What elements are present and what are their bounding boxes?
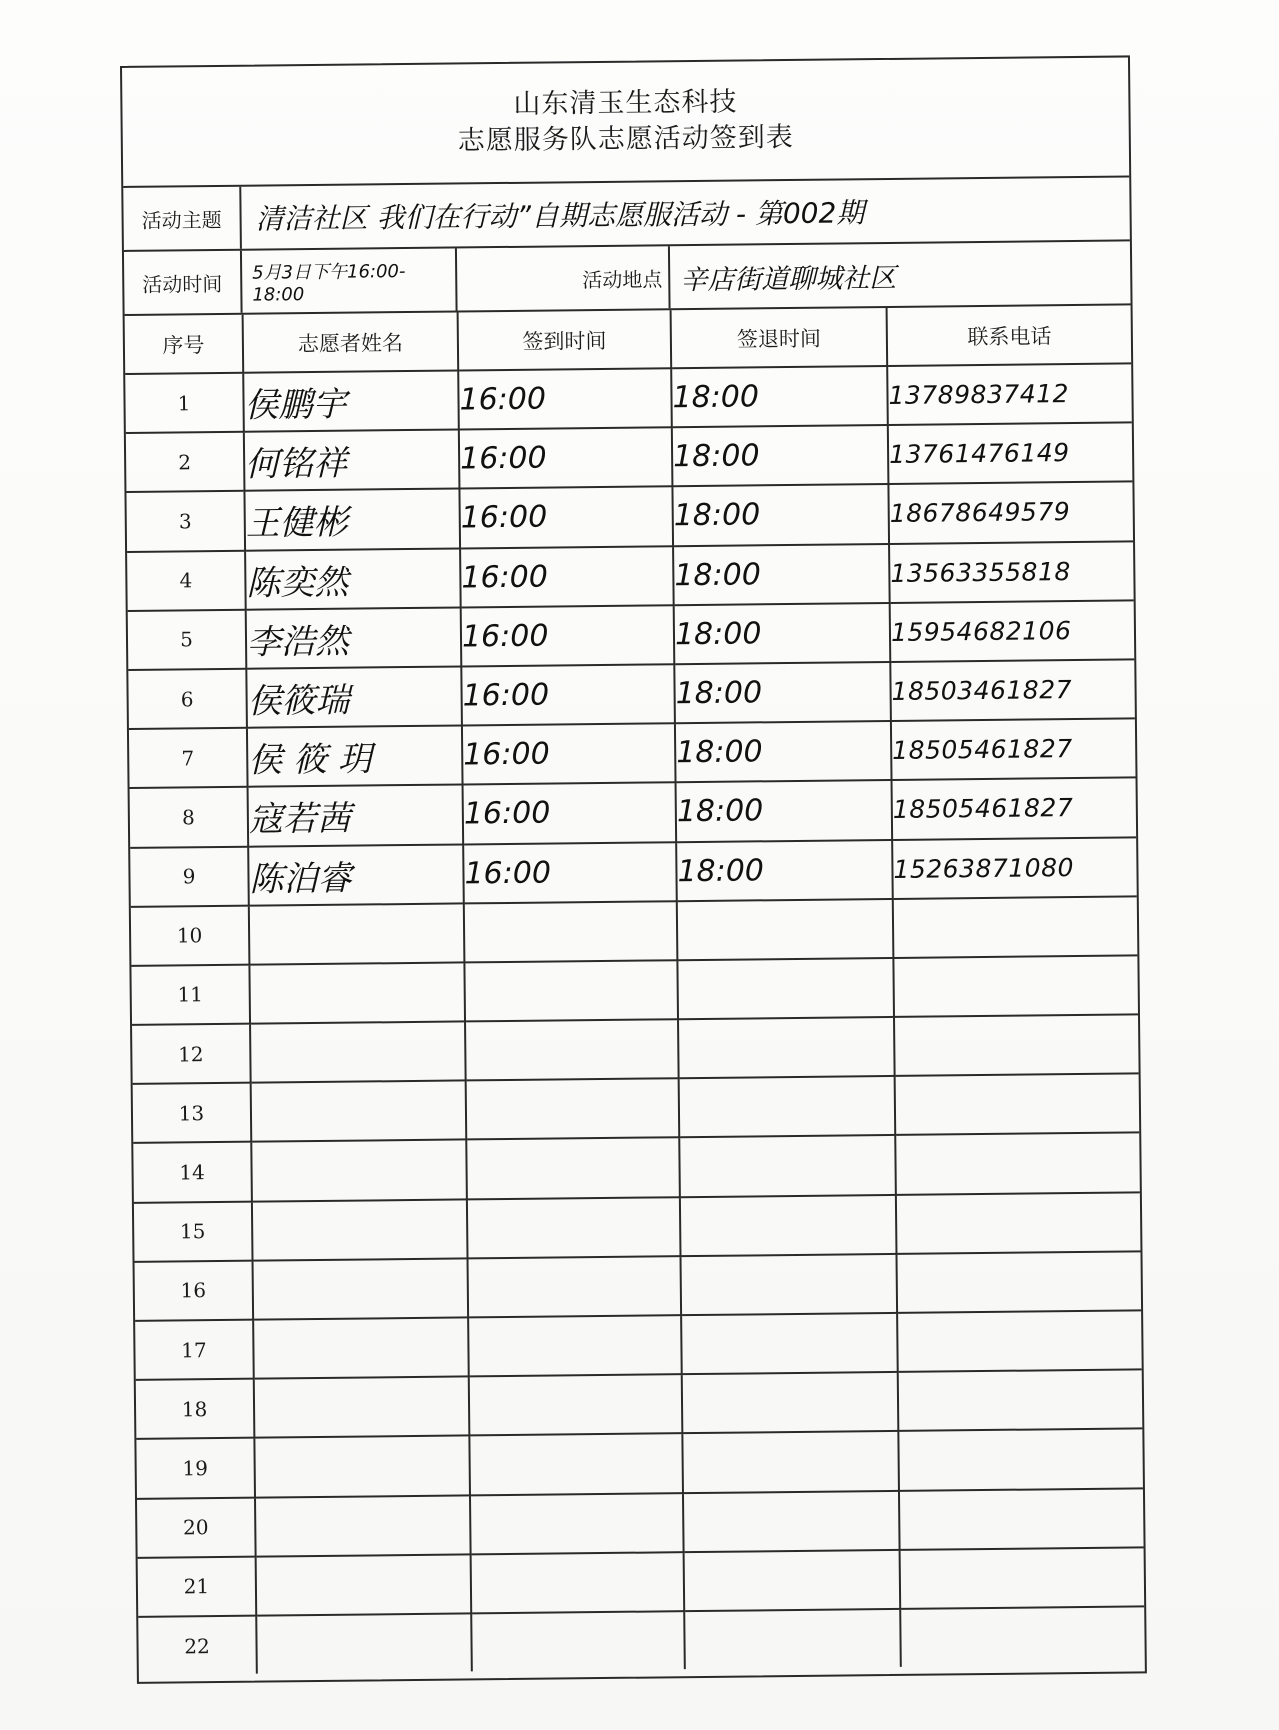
row-number: 8 bbox=[130, 787, 249, 847]
org-name: 山东清玉生态科技 bbox=[513, 86, 738, 120]
table-row bbox=[129, 719, 1136, 789]
table-row bbox=[136, 1429, 1143, 1499]
phone-number: 18503461827 bbox=[890, 659, 1135, 721]
checkin-time: 16:00 bbox=[461, 664, 675, 725]
checkin-time bbox=[466, 1138, 680, 1199]
checkout-time bbox=[682, 1431, 899, 1492]
row-number: 22 bbox=[138, 1616, 257, 1675]
checkout-time bbox=[683, 1490, 900, 1551]
checkout-time: 18:00 bbox=[674, 662, 891, 723]
table-row bbox=[127, 541, 1134, 611]
checkin-time bbox=[469, 1374, 683, 1435]
table-row bbox=[133, 1133, 1140, 1203]
row-number: 2 bbox=[126, 432, 245, 492]
signin-sheet bbox=[120, 55, 1147, 1683]
checkout-time bbox=[682, 1372, 899, 1433]
volunteer-name: 何铭祥 bbox=[244, 430, 460, 491]
volunteer-name bbox=[251, 1140, 467, 1201]
phone-number bbox=[900, 1547, 1145, 1609]
row-number: 9 bbox=[130, 846, 249, 906]
checkin-time: 16:00 bbox=[461, 605, 675, 666]
volunteer-name: 侯鹏宇 bbox=[243, 370, 459, 431]
table-row bbox=[131, 896, 1138, 966]
row-number: 3 bbox=[126, 491, 245, 551]
row-number: 5 bbox=[128, 609, 247, 669]
checkout-time: 18:00 bbox=[676, 839, 893, 900]
phone-number bbox=[895, 1074, 1140, 1136]
header-row bbox=[125, 305, 1132, 374]
checkin-time bbox=[464, 901, 678, 962]
row-number: 14 bbox=[133, 1142, 252, 1202]
checkin-time bbox=[470, 1493, 684, 1554]
time-label: 活动时间 bbox=[124, 251, 243, 314]
phone-number bbox=[896, 1192, 1141, 1254]
col-header-name: 志愿者姓名 bbox=[243, 312, 459, 372]
checkout-time bbox=[679, 1135, 896, 1196]
checkin-time bbox=[465, 1019, 679, 1080]
volunteer-name: 寇若茜 bbox=[248, 785, 464, 846]
time-value: 5月3日下午16:00-18:00 bbox=[242, 248, 458, 312]
checkin-time: 16:00 bbox=[463, 783, 677, 844]
table-row bbox=[128, 659, 1135, 729]
checkin-time bbox=[469, 1434, 683, 1495]
row-number: 7 bbox=[129, 728, 248, 788]
checkin-time: 16:00 bbox=[459, 487, 673, 548]
table-row bbox=[128, 600, 1135, 670]
table-row bbox=[126, 423, 1133, 493]
checkout-time: 18:00 bbox=[673, 544, 890, 605]
phone-number: 13563355818 bbox=[889, 541, 1134, 603]
table-row bbox=[130, 778, 1137, 848]
volunteer-name: 陈泊睿 bbox=[248, 844, 464, 905]
col-header-checkout: 签退时间 bbox=[671, 308, 888, 368]
checkout-time bbox=[684, 1550, 901, 1611]
row-number: 6 bbox=[128, 669, 247, 729]
table-row bbox=[132, 1014, 1139, 1084]
volunteer-name: 侯筱瑞 bbox=[246, 666, 462, 727]
phone-number: 13789837412 bbox=[887, 363, 1132, 425]
volunteer-name bbox=[255, 1495, 471, 1556]
checkin-time bbox=[471, 1552, 685, 1613]
checkout-time bbox=[684, 1609, 901, 1669]
volunteer-name bbox=[249, 962, 465, 1023]
checkout-time: 18:00 bbox=[672, 484, 889, 545]
volunteer-name: 李浩然 bbox=[246, 607, 462, 668]
phone-number: 18678649579 bbox=[888, 482, 1133, 544]
phone-number bbox=[899, 1488, 1144, 1550]
table-row bbox=[135, 1310, 1142, 1380]
volunteer-name bbox=[253, 1258, 469, 1319]
checkin-time bbox=[467, 1197, 681, 1258]
checkin-time bbox=[466, 1078, 680, 1139]
table-row bbox=[134, 1192, 1141, 1262]
row-number: 15 bbox=[134, 1201, 253, 1261]
phone-number: 15954682106 bbox=[890, 600, 1135, 662]
phone-number bbox=[894, 1014, 1139, 1076]
checkout-time: 18:00 bbox=[671, 366, 888, 427]
volunteer-name bbox=[256, 1613, 472, 1673]
checkin-time bbox=[468, 1256, 682, 1317]
phone-number bbox=[895, 1133, 1140, 1195]
phone-number bbox=[893, 896, 1138, 958]
row-number: 1 bbox=[125, 373, 244, 433]
row-number: 12 bbox=[132, 1024, 251, 1084]
checkout-time: 18:00 bbox=[672, 425, 889, 486]
place-label: 活动地点 bbox=[457, 246, 671, 310]
row-number: 13 bbox=[133, 1083, 252, 1143]
checkin-time: 16:00 bbox=[463, 842, 677, 903]
phone-number: 18505461827 bbox=[892, 778, 1137, 840]
phone-number bbox=[898, 1370, 1143, 1432]
checkout-time bbox=[680, 1195, 897, 1256]
volunteer-name bbox=[249, 903, 465, 964]
checkout-time bbox=[681, 1313, 898, 1374]
table-row bbox=[137, 1488, 1144, 1558]
phone-number bbox=[897, 1310, 1142, 1372]
time-place-row bbox=[124, 241, 1131, 316]
volunteer-name: 陈奕然 bbox=[245, 548, 461, 609]
checkout-time: 18:00 bbox=[674, 603, 891, 664]
checkout-time bbox=[677, 958, 894, 1019]
row-number: 16 bbox=[135, 1260, 254, 1320]
table-row bbox=[135, 1251, 1142, 1321]
checkout-time bbox=[677, 899, 894, 960]
row-number: 10 bbox=[131, 905, 250, 965]
row-number: 20 bbox=[137, 1497, 256, 1557]
volunteer-name bbox=[250, 1022, 466, 1083]
table-row bbox=[130, 837, 1137, 907]
volunteer-name bbox=[253, 1317, 469, 1378]
volunteer-name bbox=[251, 1081, 467, 1142]
table-row bbox=[131, 955, 1138, 1025]
checkin-time: 16:00 bbox=[462, 723, 676, 784]
checkin-time: 16:00 bbox=[459, 427, 673, 488]
volunteer-name: 王健彬 bbox=[244, 489, 460, 550]
checkin-time: 16:00 bbox=[460, 546, 674, 607]
checkout-time bbox=[679, 1076, 896, 1137]
phone-number: 15263871080 bbox=[892, 837, 1137, 899]
row-number: 17 bbox=[135, 1320, 254, 1380]
checkin-time bbox=[464, 960, 678, 1021]
table-row bbox=[138, 1547, 1145, 1617]
col-header-phone: 联系电话 bbox=[887, 305, 1132, 366]
volunteer-name bbox=[256, 1554, 472, 1615]
table-row bbox=[136, 1370, 1143, 1440]
sheet-title: 志愿服务队志愿活动签到表 bbox=[457, 121, 794, 157]
row-number: 19 bbox=[136, 1438, 255, 1498]
topic-value: 清洁社区 我们在行动”自期志愿服活动 - 第002期 bbox=[255, 196, 865, 236]
checkout-time bbox=[680, 1254, 897, 1315]
volunteer-name bbox=[254, 1436, 470, 1497]
place-value: 辛店街道聊城社区 bbox=[680, 262, 897, 296]
table-row bbox=[125, 363, 1132, 433]
volunteer-name bbox=[254, 1377, 470, 1438]
row-number: 11 bbox=[131, 965, 250, 1025]
row-number: 21 bbox=[138, 1556, 257, 1616]
phone-number bbox=[900, 1606, 1145, 1667]
table-row bbox=[133, 1074, 1140, 1144]
checkout-time: 18:00 bbox=[676, 780, 893, 841]
volunteer-name bbox=[252, 1199, 468, 1260]
checkin-time: 16:00 bbox=[458, 368, 672, 429]
checkin-time bbox=[468, 1315, 682, 1376]
col-header-no: 序号 bbox=[125, 315, 244, 374]
row-number: 18 bbox=[136, 1379, 255, 1439]
table-row bbox=[138, 1606, 1145, 1675]
phone-number bbox=[893, 955, 1138, 1017]
phone-number bbox=[898, 1429, 1143, 1491]
volunteer-name: 侯 筱 玥 bbox=[247, 726, 463, 787]
phone-number: 18505461827 bbox=[891, 719, 1136, 781]
phone-number bbox=[896, 1251, 1141, 1313]
table-row bbox=[126, 482, 1133, 552]
phone-number: 13761476149 bbox=[888, 423, 1133, 485]
signin-table bbox=[125, 305, 1145, 1675]
topic-label: 活动主题 bbox=[123, 187, 242, 250]
checkin-time bbox=[471, 1611, 685, 1671]
col-header-checkin: 签到时间 bbox=[458, 310, 672, 370]
row-number: 4 bbox=[127, 550, 246, 610]
title-block bbox=[122, 57, 1129, 188]
checkout-time bbox=[678, 1017, 895, 1078]
checkout-time: 18:00 bbox=[675, 721, 892, 782]
topic-row bbox=[123, 177, 1130, 252]
